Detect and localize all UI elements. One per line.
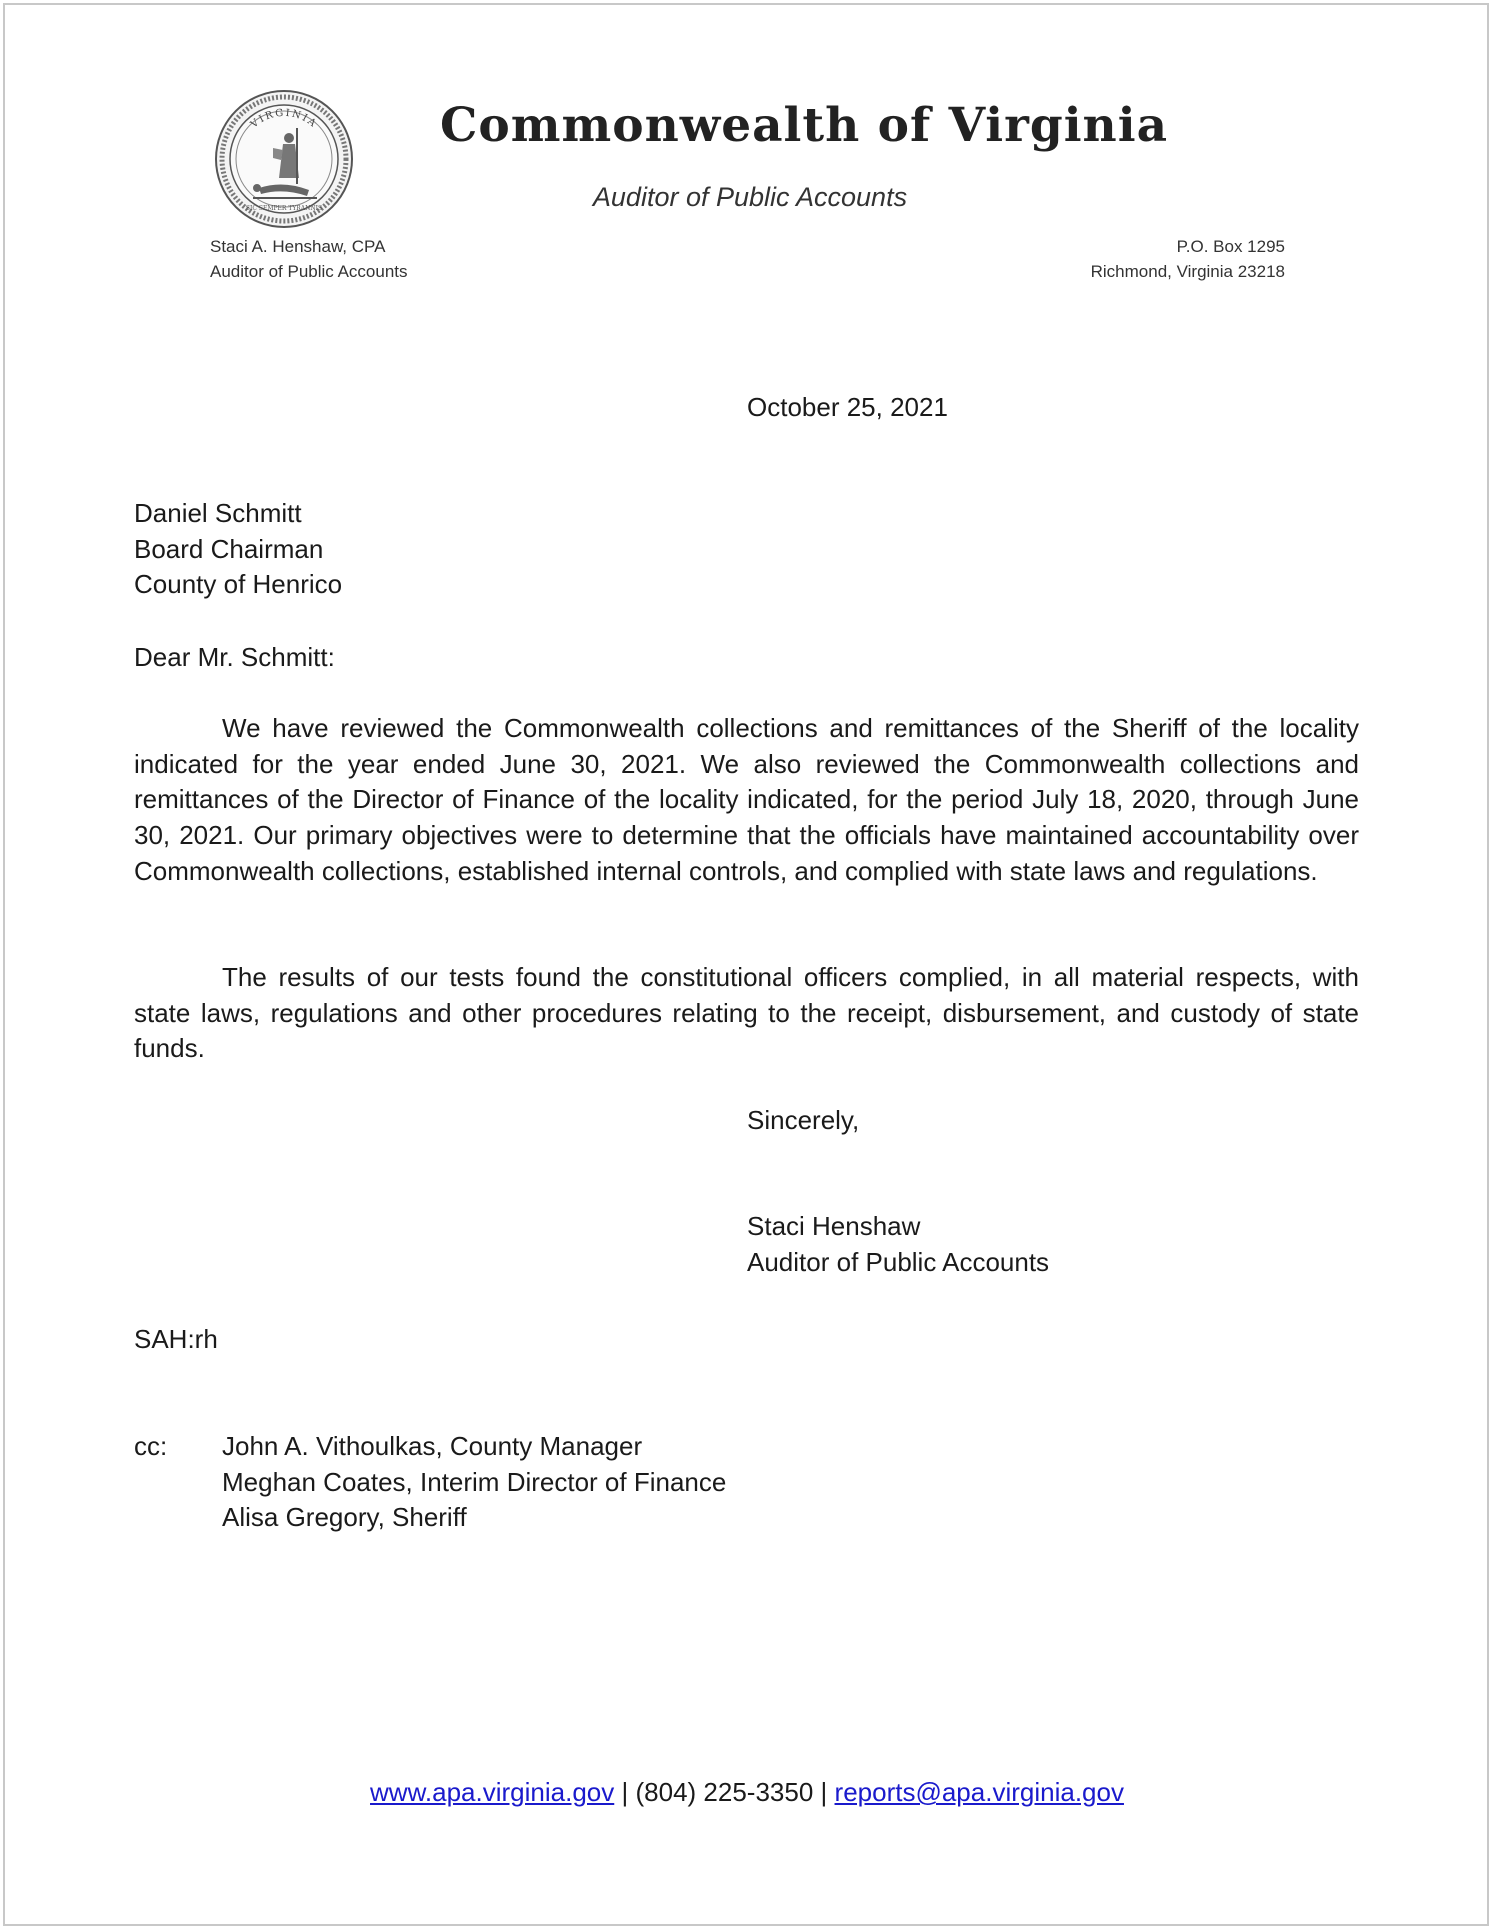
cc-recipient: John A. Vithoulkas, County Manager (222, 1431, 643, 1461)
svg-text:SIC SEMPER TYRANNIS: SIC SEMPER TYRANNIS (245, 205, 323, 212)
body-paragraph-1: We have reviewed the Commonwealth collections and remittances of the Sheriff of the locality indicated for the year ended June 30, 2021. We also reviewed the Commonwealth collections and remittances of the Director of Finance of the locality indicated, for the period July 18, 2020, through June 30, 2021. Our primary objectives were to determine that the officials have maintained accountability over Commonwealth collections, established internal controls, and complied with state laws and regulations. (134, 713, 1359, 886)
salutation: Dear Mr. Schmitt: (134, 642, 335, 672)
cc-recipient: Meghan Coates, Interim Director of Finance (222, 1466, 727, 1497)
body-paragraph-2: The results of our tests found the constitutional officers complied, in all material respects, with state laws, regulations and other procedures relating to the receipt, disbursement, and custody of state funds. (134, 962, 1359, 1064)
virginia-state-seal-icon (213, 88, 355, 230)
signature-block (747, 1209, 1049, 1280)
website-link[interactable]: www.apa.virginia.gov (370, 1777, 615, 1807)
mailing-address (1091, 234, 1285, 284)
letter-date: October 25, 2021 (747, 392, 948, 422)
recipient-block (134, 496, 342, 603)
address-line-2: Richmond, Virginia 23218 (1090, 262, 1285, 281)
recipient-title: Board Chairman (134, 533, 324, 564)
closing: Sincerely, (747, 1105, 860, 1135)
footer (0, 1777, 1494, 1808)
email-link[interactable]: reports@apa.virginia.gov (834, 1777, 1124, 1807)
signer-title: Auditor of Public Accounts (747, 1246, 1050, 1277)
cc-label: cc: (134, 1431, 168, 1461)
sender-title: Auditor of Public Accounts (210, 262, 408, 281)
address-line-1: P.O. Box 1295 (1176, 237, 1285, 256)
letterhead-subtitle: Auditor of Public Accounts (592, 182, 908, 212)
footer-separator: | (621, 1777, 629, 1807)
sender-name: Staci A. Henshaw, CPA (210, 237, 386, 256)
phone-number: (804) 225-3350 (635, 1777, 814, 1807)
letterhead-title: Commonwealth of Virginia (440, 98, 1169, 153)
recipient-organization: County of Henrico (134, 569, 343, 600)
signer-name: Staci Henshaw (747, 1211, 921, 1241)
cc-list (222, 1429, 726, 1536)
footer-separator: | (820, 1777, 828, 1807)
seal-text: VIRGINIA (248, 107, 320, 131)
reference-initials: SAH:rh (134, 1324, 218, 1354)
sender-block (210, 234, 408, 284)
recipient-name: Daniel Schmitt (134, 498, 302, 528)
cc-recipient: Alisa Gregory, Sheriff (222, 1502, 467, 1533)
